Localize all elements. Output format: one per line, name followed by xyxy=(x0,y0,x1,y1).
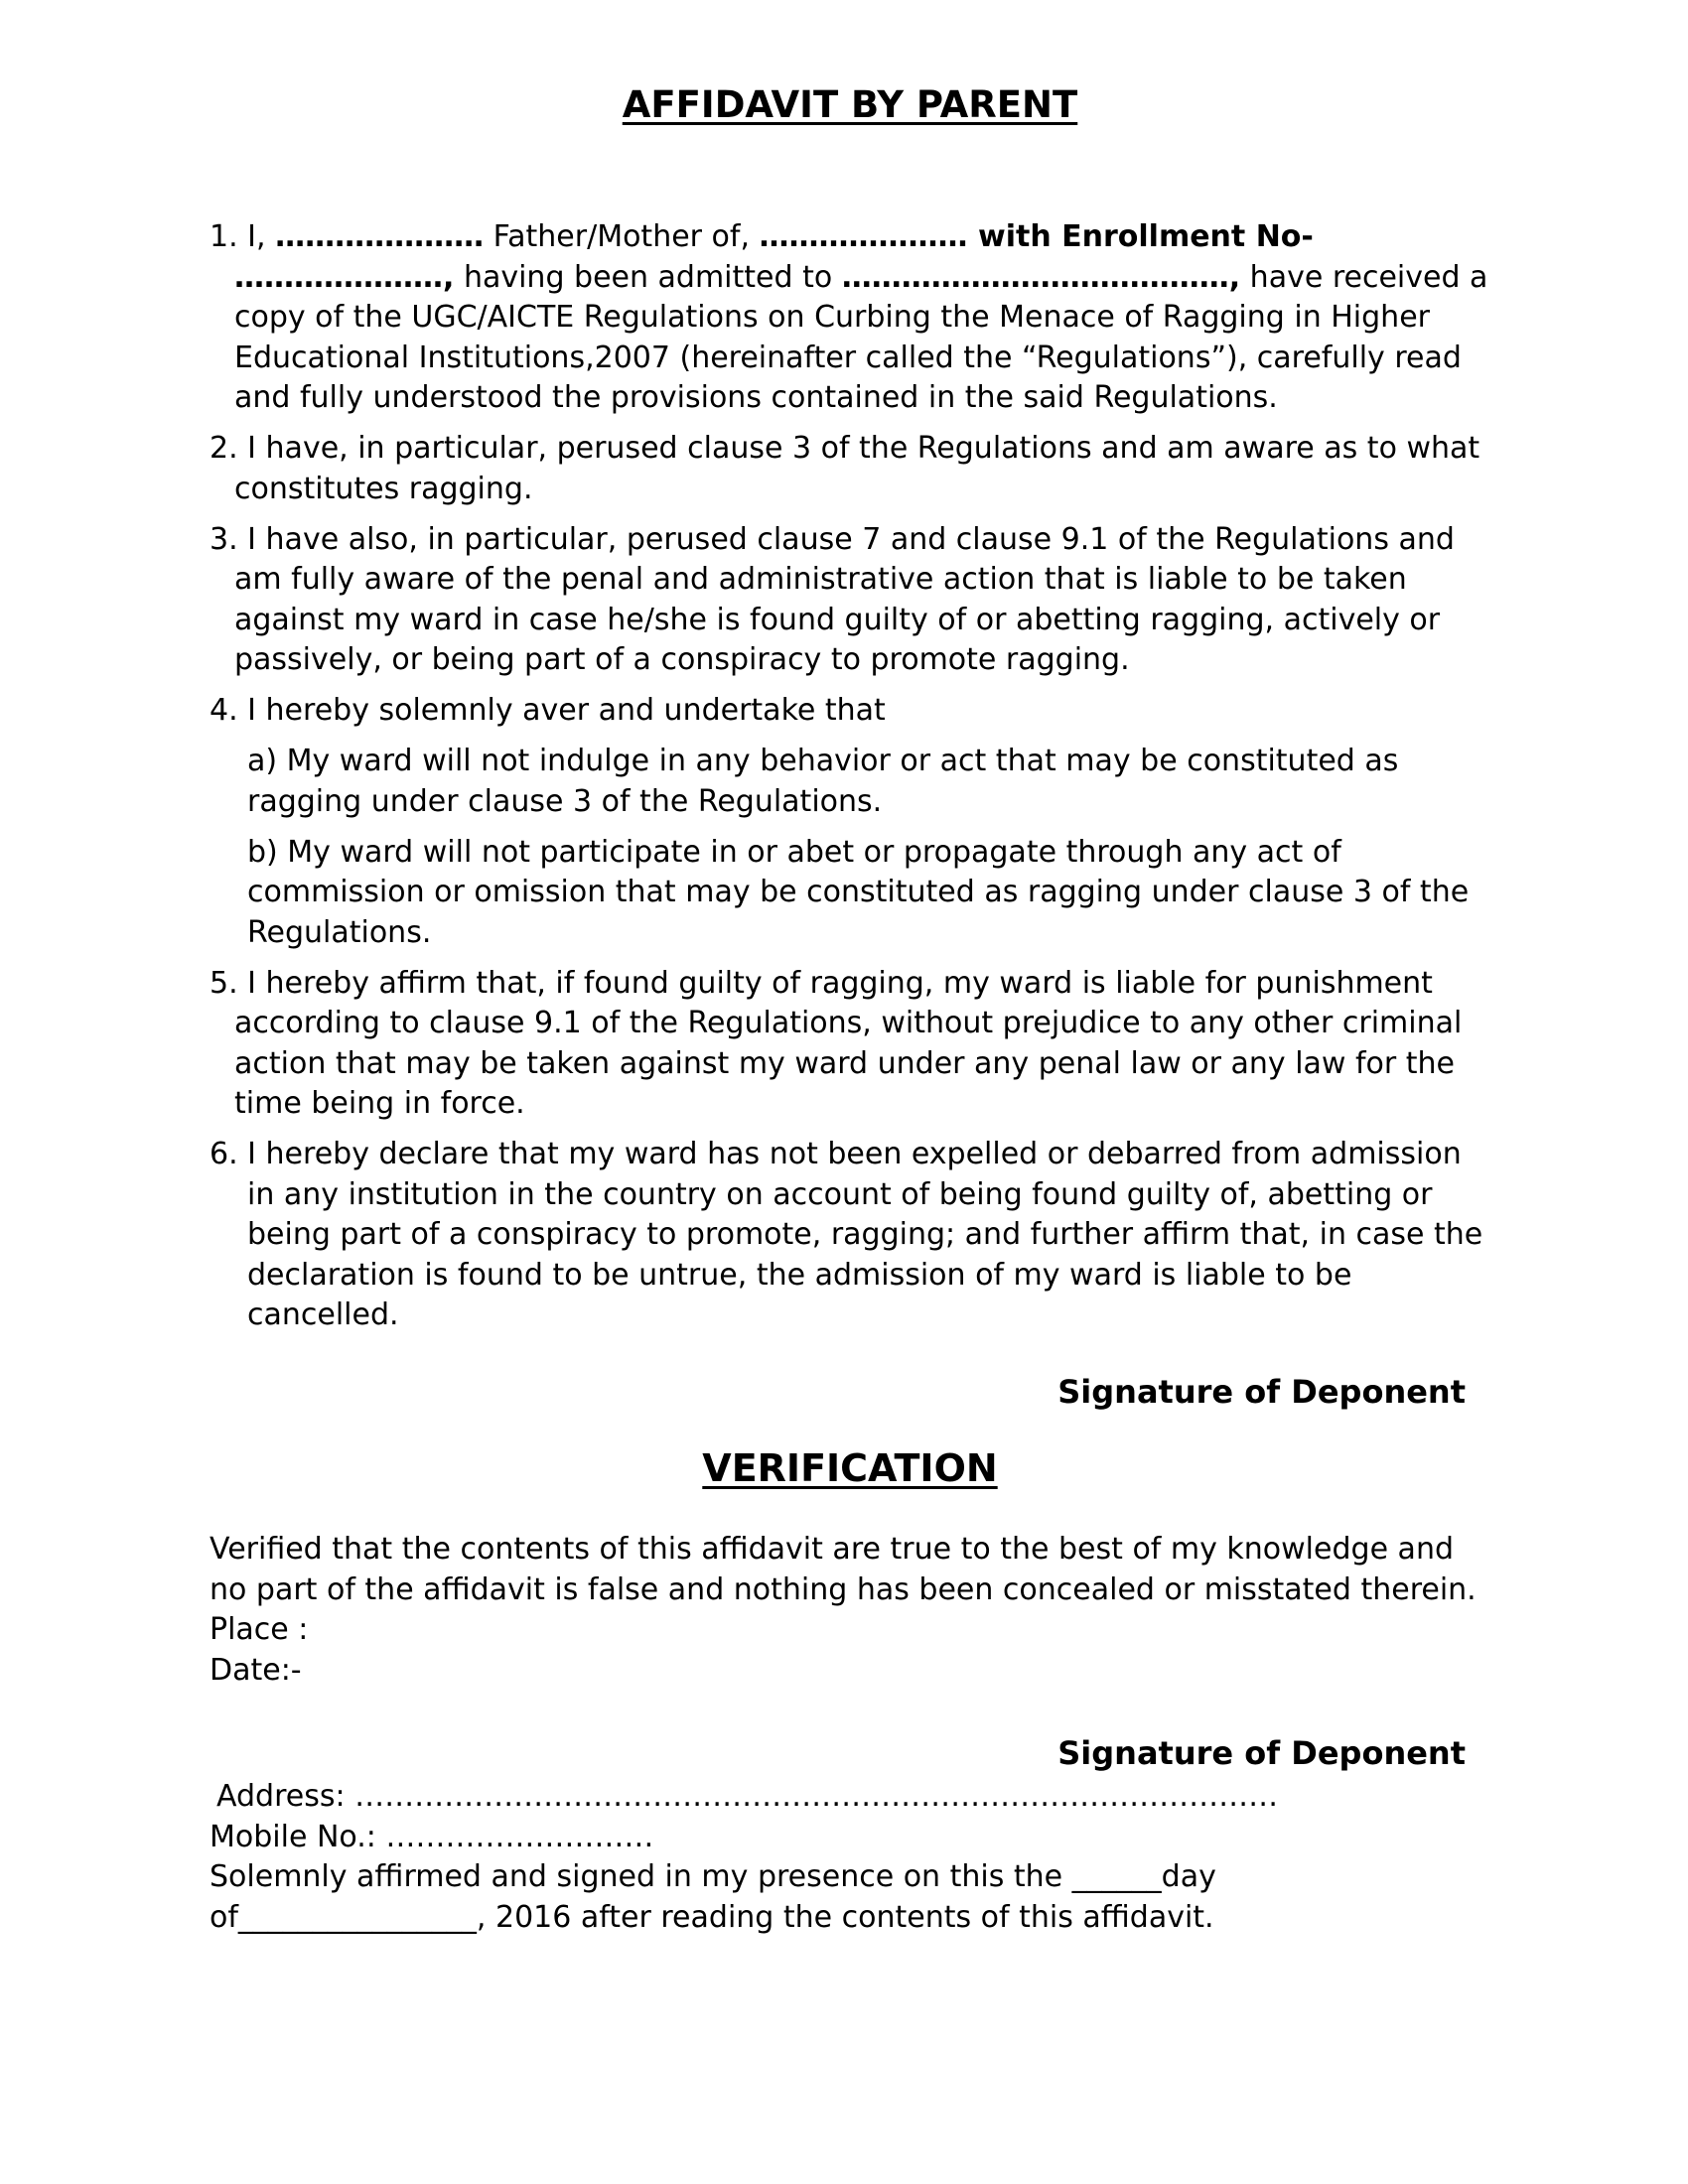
clause-3: 3. I have also, in particular, perused clause 7 and clause 9.1 of the Regulations and am fully aware of the penal and administrative action that is liable to be taken against my ward in case he/she is found guilty of or abetting ragging, actively or passively, or being part of a conspiracy to promote ragging. xyxy=(210,521,1455,677)
clause-1-number: 1. I, xyxy=(210,219,276,254)
affirmation-line-2: of________________, 2016 after reading the contents of this affidavit. xyxy=(210,1899,1214,1935)
signature-of-deponent-2: Signature of Deponent xyxy=(1057,1734,1466,1772)
clause-5: 5. I hereby affirm that, if found guilty of ragging, my ward is liable for punishment according to clause 9.1 of the Regulations, without prejudice to any other criminal action that may be taken against my ward under any penal law or any law for the time being in force. xyxy=(210,965,1463,1121)
enrollment-label: with Enrollment No- xyxy=(967,219,1314,254)
affidavit-clauses xyxy=(210,217,1490,1346)
clause-4a: a) My ward will not indulge in any behavior or act that may be constituted as ragging under clause 3 of the Regulations. xyxy=(247,744,1399,819)
ward-name-blank: ………………… xyxy=(759,219,968,254)
affidavit-page xyxy=(210,0,1490,2184)
address-line: Address: ………………………………………………………………………………… xyxy=(216,1779,1279,1814)
verification-title: VERIFICATION xyxy=(702,1446,998,1490)
affirmation-line-1: Solemnly affirmed and signed in my presence on this the ______day xyxy=(210,1859,1216,1894)
clause-1-text-c: have received a copy of the UGC/AICTE Regulations on Curbing the Menace of Ragging in Higher Educational Institutions,2007 (hereinafter called the “Regulations”), carefully read and fully understood the provisions contained in the said Regulations. xyxy=(234,259,1488,415)
mobile-line: Mobile No.: ……………………… xyxy=(210,1819,654,1854)
clause-6: 6. I hereby declare that my ward has not been expelled or debarred from admission in any institution in the country on account of being found guilty of, abetting or being part of a conspiracy to promote, ragging; and further affirm that, in case the declaration is found to be untrue, the admission of my ward is liable to be cancelled. xyxy=(210,1137,1483,1332)
clause-4: 4. I hereby solemnly aver and undertake that xyxy=(210,693,886,728)
clause-4b: b) My ward will not participate in or abet or propagate through any act of commission or omission that may be constituted as ragging under clause 3 of the Regulations. xyxy=(247,834,1470,950)
document-title: AFFIDAVIT BY PARENT xyxy=(622,83,1078,126)
enrollment-number-blank: …………………, xyxy=(234,259,455,295)
place-label: Place : xyxy=(210,1612,309,1647)
verification-section xyxy=(210,1530,1490,1691)
date-label: Date:- xyxy=(210,1652,302,1688)
verification-text: Verified that the contents of this affidavit are true to the best of my knowledge and no part of the affidavit is false and nothing has been concealed or misstated therein. xyxy=(210,1532,1477,1607)
signature-of-deponent-1: Signature of Deponent xyxy=(1057,1373,1466,1411)
deponent-details xyxy=(210,1777,1490,1938)
parent-name-blank: ………………… xyxy=(275,219,485,254)
clause-1-text-b: having been admitted to xyxy=(454,259,842,295)
institution-blank: …………………………………, xyxy=(841,259,1241,295)
clause-2: 2. I have, in particular, perused clause 3 of the Regulations and am aware as to what constitutes ragging. xyxy=(210,431,1480,506)
clause-1-text-a: Father/Mother of, xyxy=(484,219,760,254)
clause-1 xyxy=(210,217,1490,419)
